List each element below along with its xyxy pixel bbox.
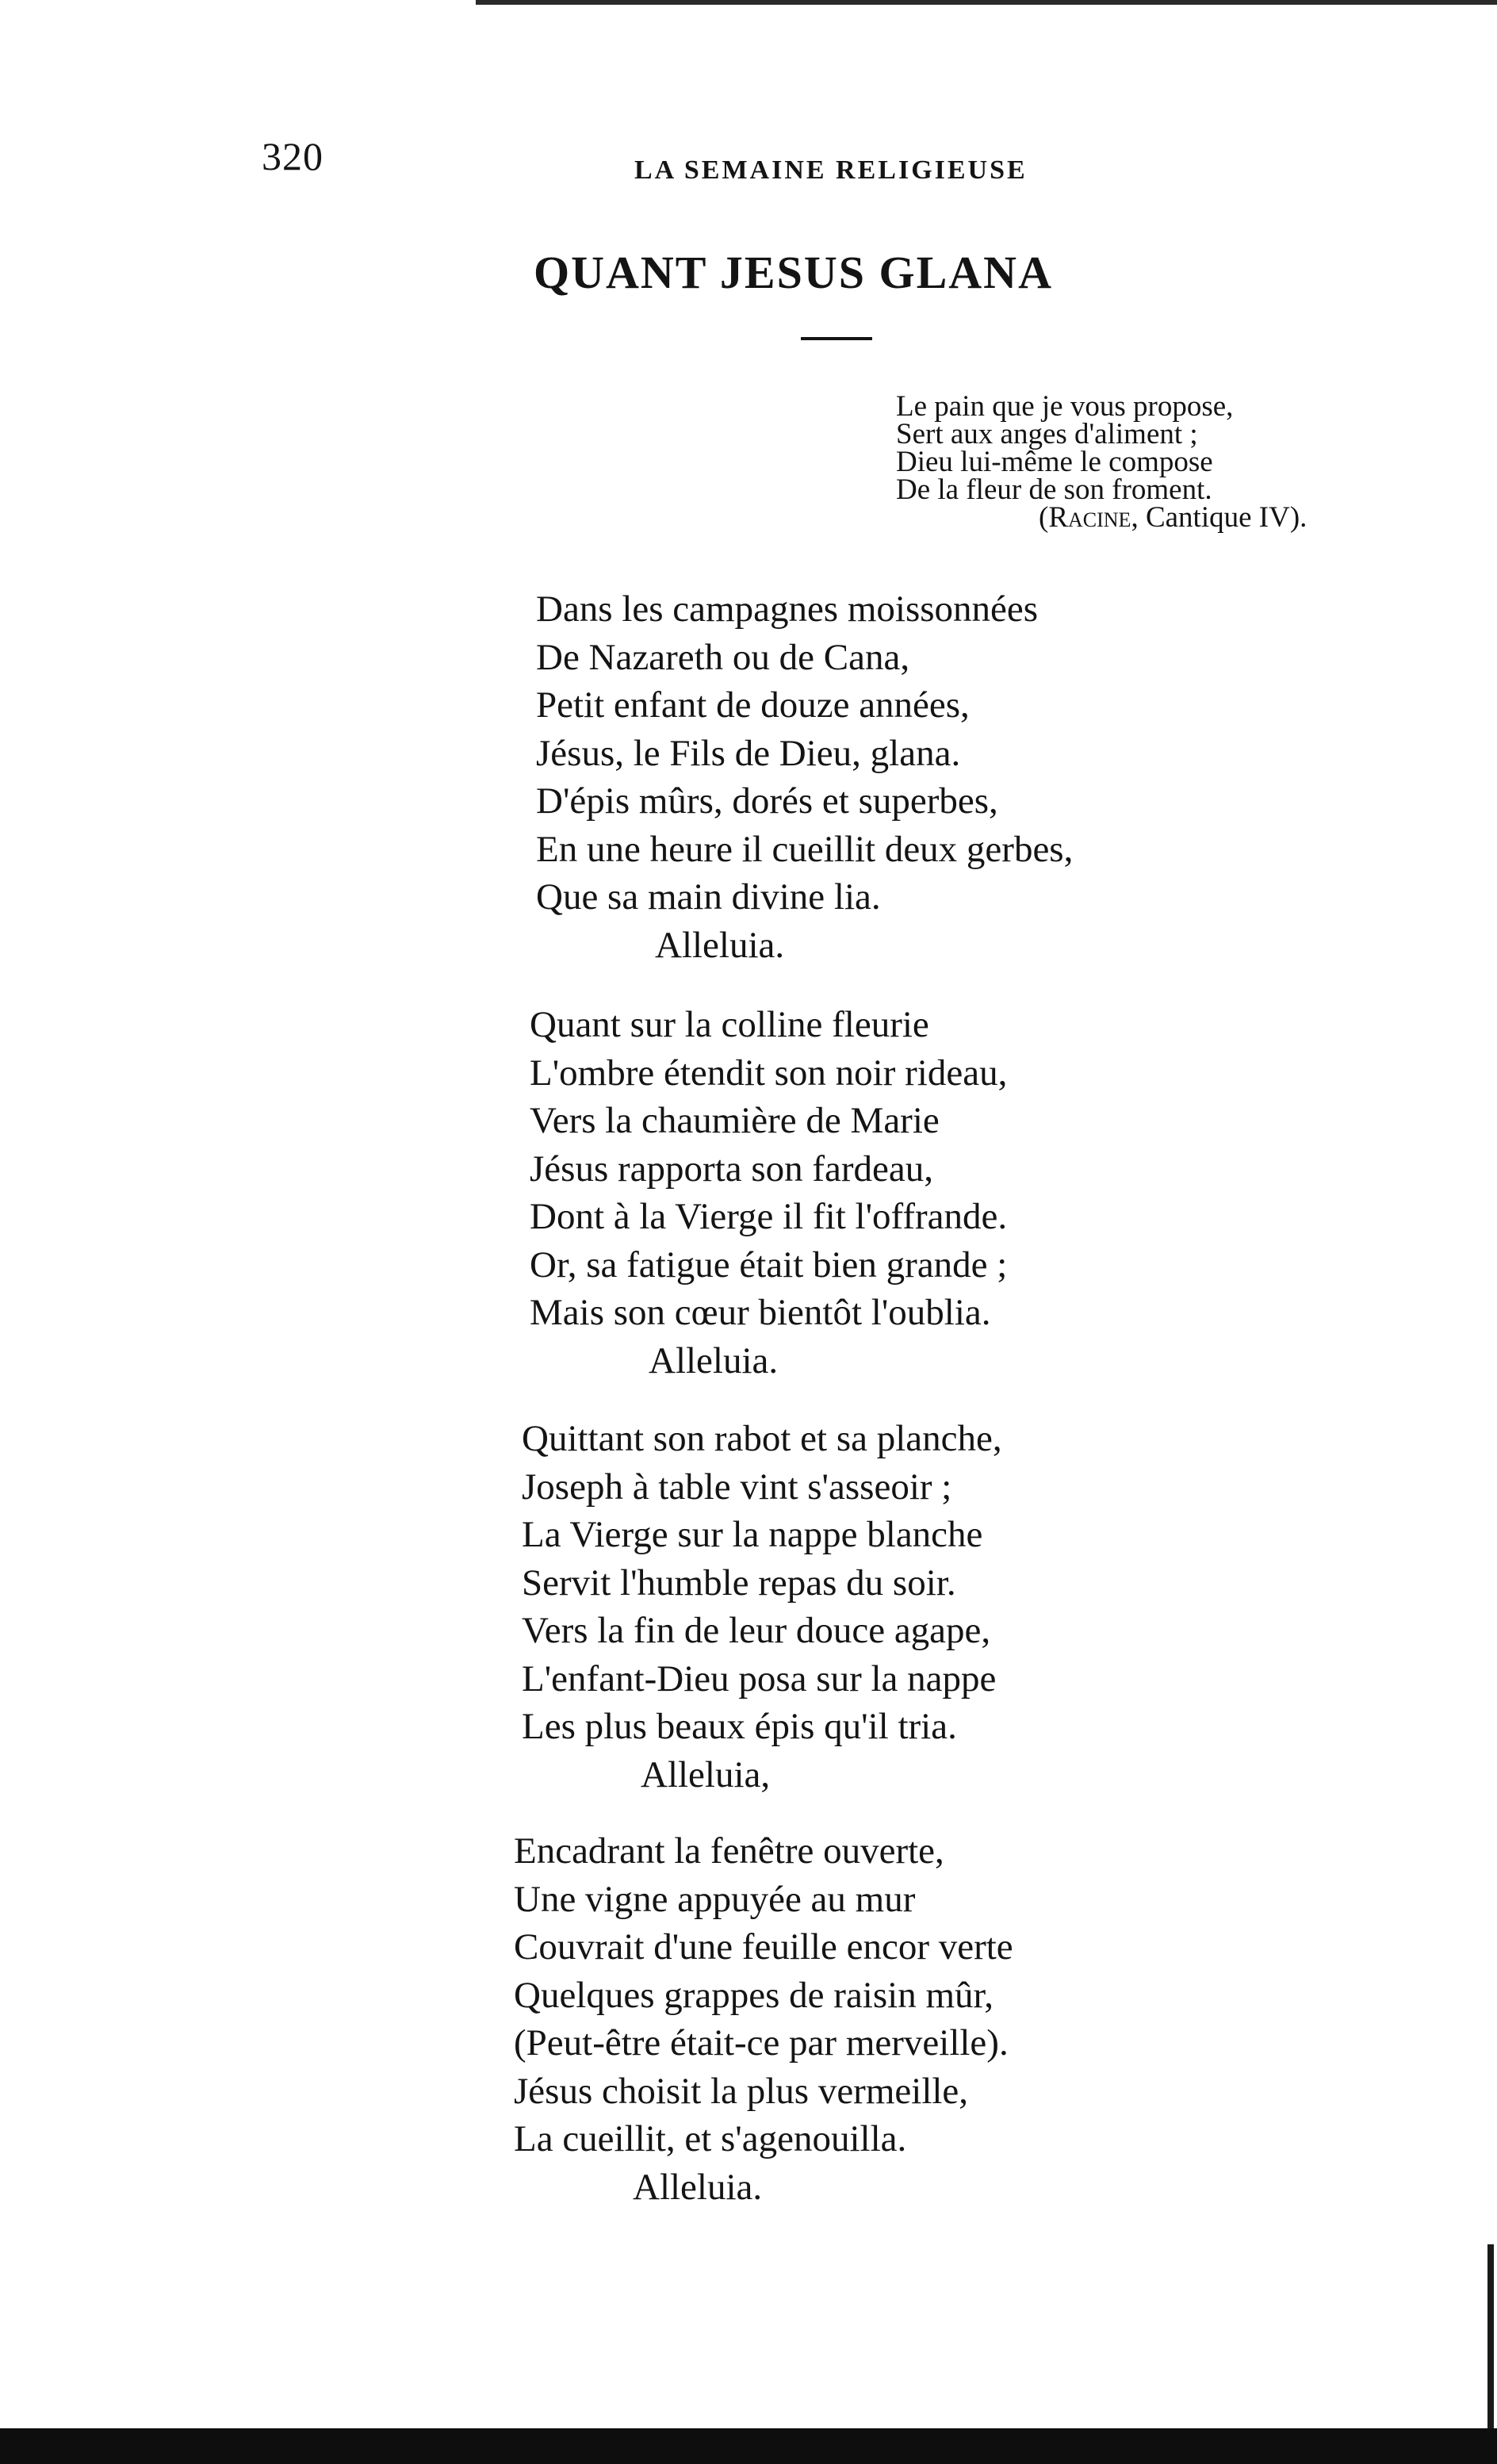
refrain-line: Alleluia. [649, 1339, 779, 1381]
verse-line: Une vigne appuyée au mur [514, 1878, 916, 1920]
title-rule [801, 337, 872, 340]
verse-line: De Nazareth ou de Cana, [536, 636, 910, 678]
running-head: LA SEMAINE RELIGIEUSE [634, 155, 1028, 185]
verse-line: L'enfant-Dieu posa sur la nappe [522, 1657, 997, 1700]
stanza [514, 1827, 1013, 2211]
epigraph-line: Dieu lui-même le compose [896, 446, 1213, 478]
epigraph-source: (Racine, Cantique IV). [1039, 501, 1307, 534]
verse-line: Vers la fin de leur douce agape, [522, 1610, 991, 1651]
refrain-line: Alleluia, [641, 1753, 771, 1795]
refrain-line: Alleluia. [633, 2166, 763, 2208]
stanza [522, 1415, 1002, 1799]
verse-line: Quittant son rabot et sa planche, [522, 1418, 1002, 1459]
epigraph-line: Le pain que je vous propose, [896, 390, 1234, 423]
epigraph-line: Sert aux anges d'aliment ; [896, 418, 1198, 450]
verse-line: D'épis mûrs, dorés et superbes, [536, 780, 998, 822]
poem-title: QUANT JESUS GLANA [534, 247, 1053, 298]
refrain-line: Alleluia. [655, 924, 785, 966]
page-edge-right [1487, 2244, 1494, 2428]
verse-line: La Vierge sur la nappe blanche [522, 1514, 983, 1555]
verse-line: Joseph à table vint s'asseoir ; [522, 1466, 952, 1508]
verse-line: Jésus choisit la plus vermeille, [514, 2070, 969, 2112]
page-number: 320 [262, 134, 324, 178]
verse-line: Dans les campagnes moissonnées [536, 588, 1039, 630]
page-edge-bottom [0, 2428, 1497, 2464]
verse-line: En une heure il cueillit deux gerbes, [536, 828, 1074, 870]
epigraph-line: De la fleur de son froment. [896, 473, 1212, 506]
verse-line: Quant sur la colline fleurie [530, 1004, 929, 1045]
verse-line: Que sa main divine lia. [536, 876, 881, 918]
verse-line: Quelques grappes de raisin mûr, [514, 1974, 994, 2016]
verse-line: (Peut-être était-ce par merveille). [514, 2022, 1009, 2064]
epigraph-source-rest: , Cantique IV). [1131, 501, 1307, 534]
verse-line: Servit l'humble repas du soir. [522, 1562, 956, 1604]
epigraph-author: Racine [1048, 501, 1131, 534]
verse-line: La cueillit, et s'agenouilla. [514, 2118, 907, 2159]
verse-line: Dont à la Vierge il fit l'offrande. [530, 1196, 1008, 1237]
verse-line: Petit enfant de douze années, [536, 684, 970, 726]
verse-line: Mais son cœur bientôt l'oublia. [530, 1292, 991, 1333]
verse-line: L'ombre étendit son noir rideau, [530, 1052, 1008, 1094]
verse-line: Couvrait d'une feuille encor verte [514, 1926, 1013, 1968]
stanza [536, 585, 1073, 969]
verse-line: Les plus beaux épis qu'il tria. [522, 1706, 957, 1747]
epigraph [896, 390, 1307, 534]
verse-line: Jésus, le Fils de Dieu, glana. [536, 732, 961, 774]
verse-line: Encadrant la fenêtre ouverte, [514, 1830, 944, 1872]
verse-line: Or, sa fatigue était bien grande ; [530, 1243, 1008, 1286]
verse-line: Jésus rapporta son fardeau, [530, 1148, 933, 1190]
verse-line: Vers la chaumière de Marie [530, 1100, 940, 1141]
page-edge-top [476, 0, 1497, 5]
stanza [530, 1001, 1007, 1385]
